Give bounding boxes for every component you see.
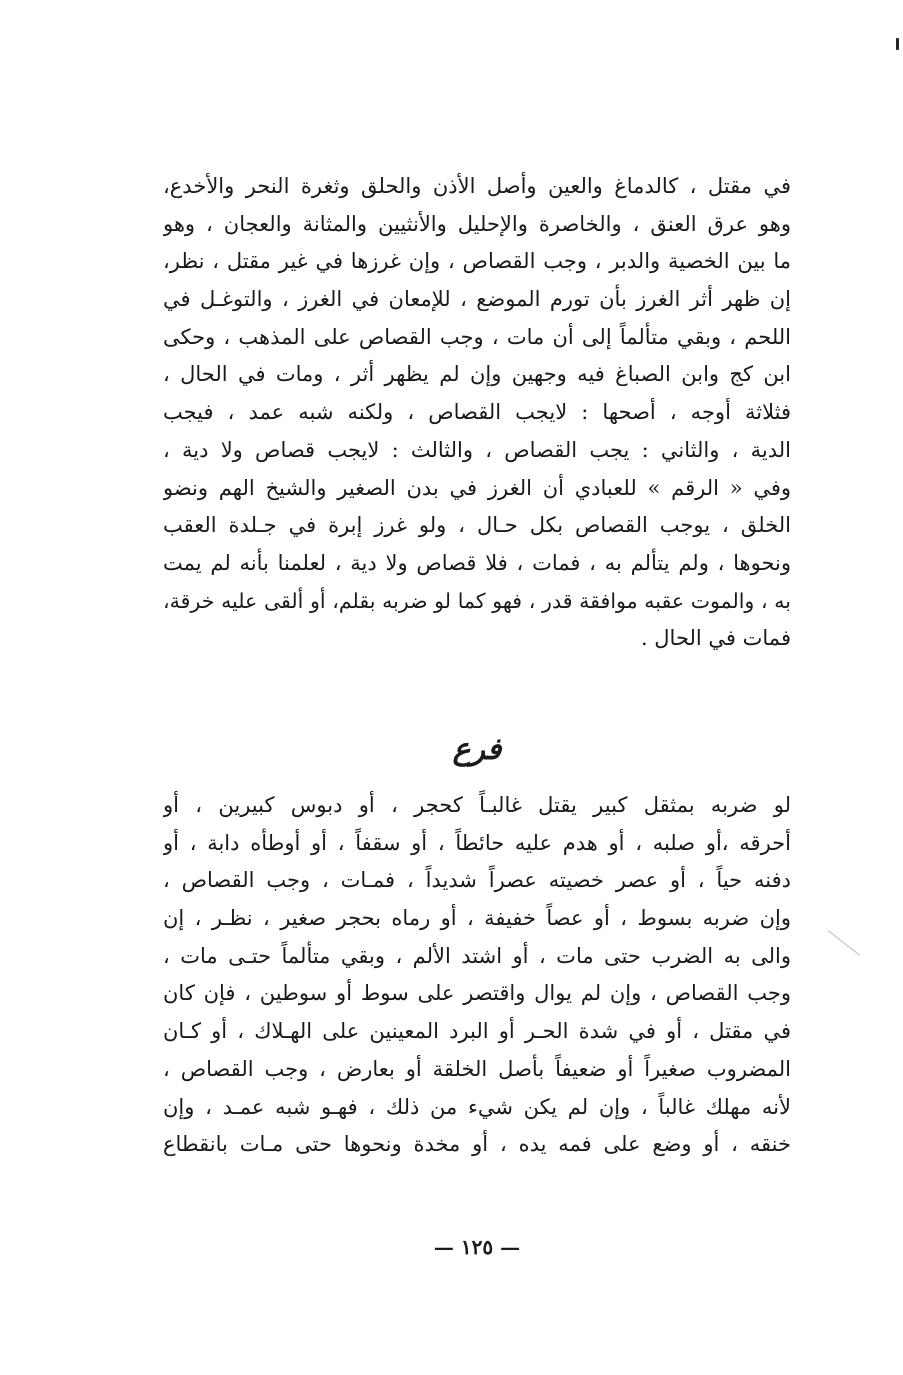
text-line: لأنه مهلك غالباً ، وإن لم يكن شيء من ذلك ، فهـو شبه عمـد ، وإن [163,1094,791,1119]
text-line: لو ضربه بمثقل كبير يقتل غالبـاً كحجر ، أو دبوس كبيرين ، أو [163,793,791,817]
text-line: وهو عرق العنق ، والخاصرة والإحليل والأنثيين والمثانة والعجان ، وهو [163,211,791,236]
text-line: ما بين الخصية والدبر ، وجب القصاص ، وإن غرزها في غير مقتل ، نظر، [163,249,791,274]
text-line: في مقتل ، كالدماغ والعين وأصل الأذن والحلق وثغرة النحر والأخدع، [163,174,791,198]
text-line: ابن كج وابن الصباغ فيه وجهين وإن لم يظهر أثر ، ومات في الحال ، [163,362,791,387]
paragraph-2 [163,787,791,1164]
text-line: الدية ، والثاني : يجب القصاص ، والثالث : لايجب قصاص ولا دية ، [163,437,791,462]
text-line: به ، والموت عقبه موافقة قدر ، فهو كما لو ضربه بقلم، أو ألقى عليه خرقة، [163,588,791,613]
text-line: أحرقه ،أو صلبه ، أو هدم عليه حائطاً ، أو سقفاً ، أو أوطأه دابة ، أو [163,830,791,855]
text-line: إن ظهر أثر الغرز بأن تورم الموضع ، للإمعان في الغرز ، والتوغـل في [163,287,791,312]
text-line: وفي « الرقم » للعبادي أن الغرز في بدن الصغير والشيخ الهم ونضو [163,475,791,500]
text-line: وجب القصاص ، وإن لم يوال واقتصر على سوط أو سوطين ، فإن كان [163,981,791,1006]
text-line: الخلق ، يوجب القصاص بكل حـال ، ولو غرز إبرة في جـلدة العقب [163,513,791,538]
text-line: دفنه حياً ، أو عصر خصيته عصراً شديداً ، فمـات ، وجب القصاص ، [163,868,791,893]
text-line: في مقتل ، أو في شدة الحـر أو البرد المعينين على الهـلاك ، أو كـان [163,1019,791,1044]
margin-mark [896,38,899,50]
text-line: اللحم ، وبقي متألماً إلى أن مات ، وجب القصاص على المذهب ، وحكى [163,324,791,349]
text-line: فثلاثة أوجه ، أصحها : لايجب القصاص ، ولكنه شبه عمد ، فيجب [163,400,791,425]
text-line: ونحوها ، ولم يتألم به ، فمات ، فلا قصاص ولا دية ، لعلمنا بأنه لم يمت [163,550,791,575]
stray-mark [828,930,860,955]
text-line: فمات في الحال . [640,626,791,651]
paragraph-1 [163,168,791,658]
page-number: — ١٢٥ — [433,1235,521,1259]
section-heading: فرع [452,732,502,767]
text-line: المضروب صغيراً أو ضعيفاً بأصل الخلقة أو بعارض ، وجب القصاص ، [163,1056,791,1081]
text-line: وإن ضربه بسوط ، أو عصاً خفيفة ، أو رماه بحجر صغير ، نظـر ، إن [163,906,791,931]
text-line: خنقه ، أو وضع على فمه يده ، أو مخدة ونحوها حتى مـات بانقطاع [163,1132,791,1157]
text-line: والى به الضرب حتى مات ، أو اشتد الألم ، وبقي متألماً حتـى مات ، [163,943,791,968]
